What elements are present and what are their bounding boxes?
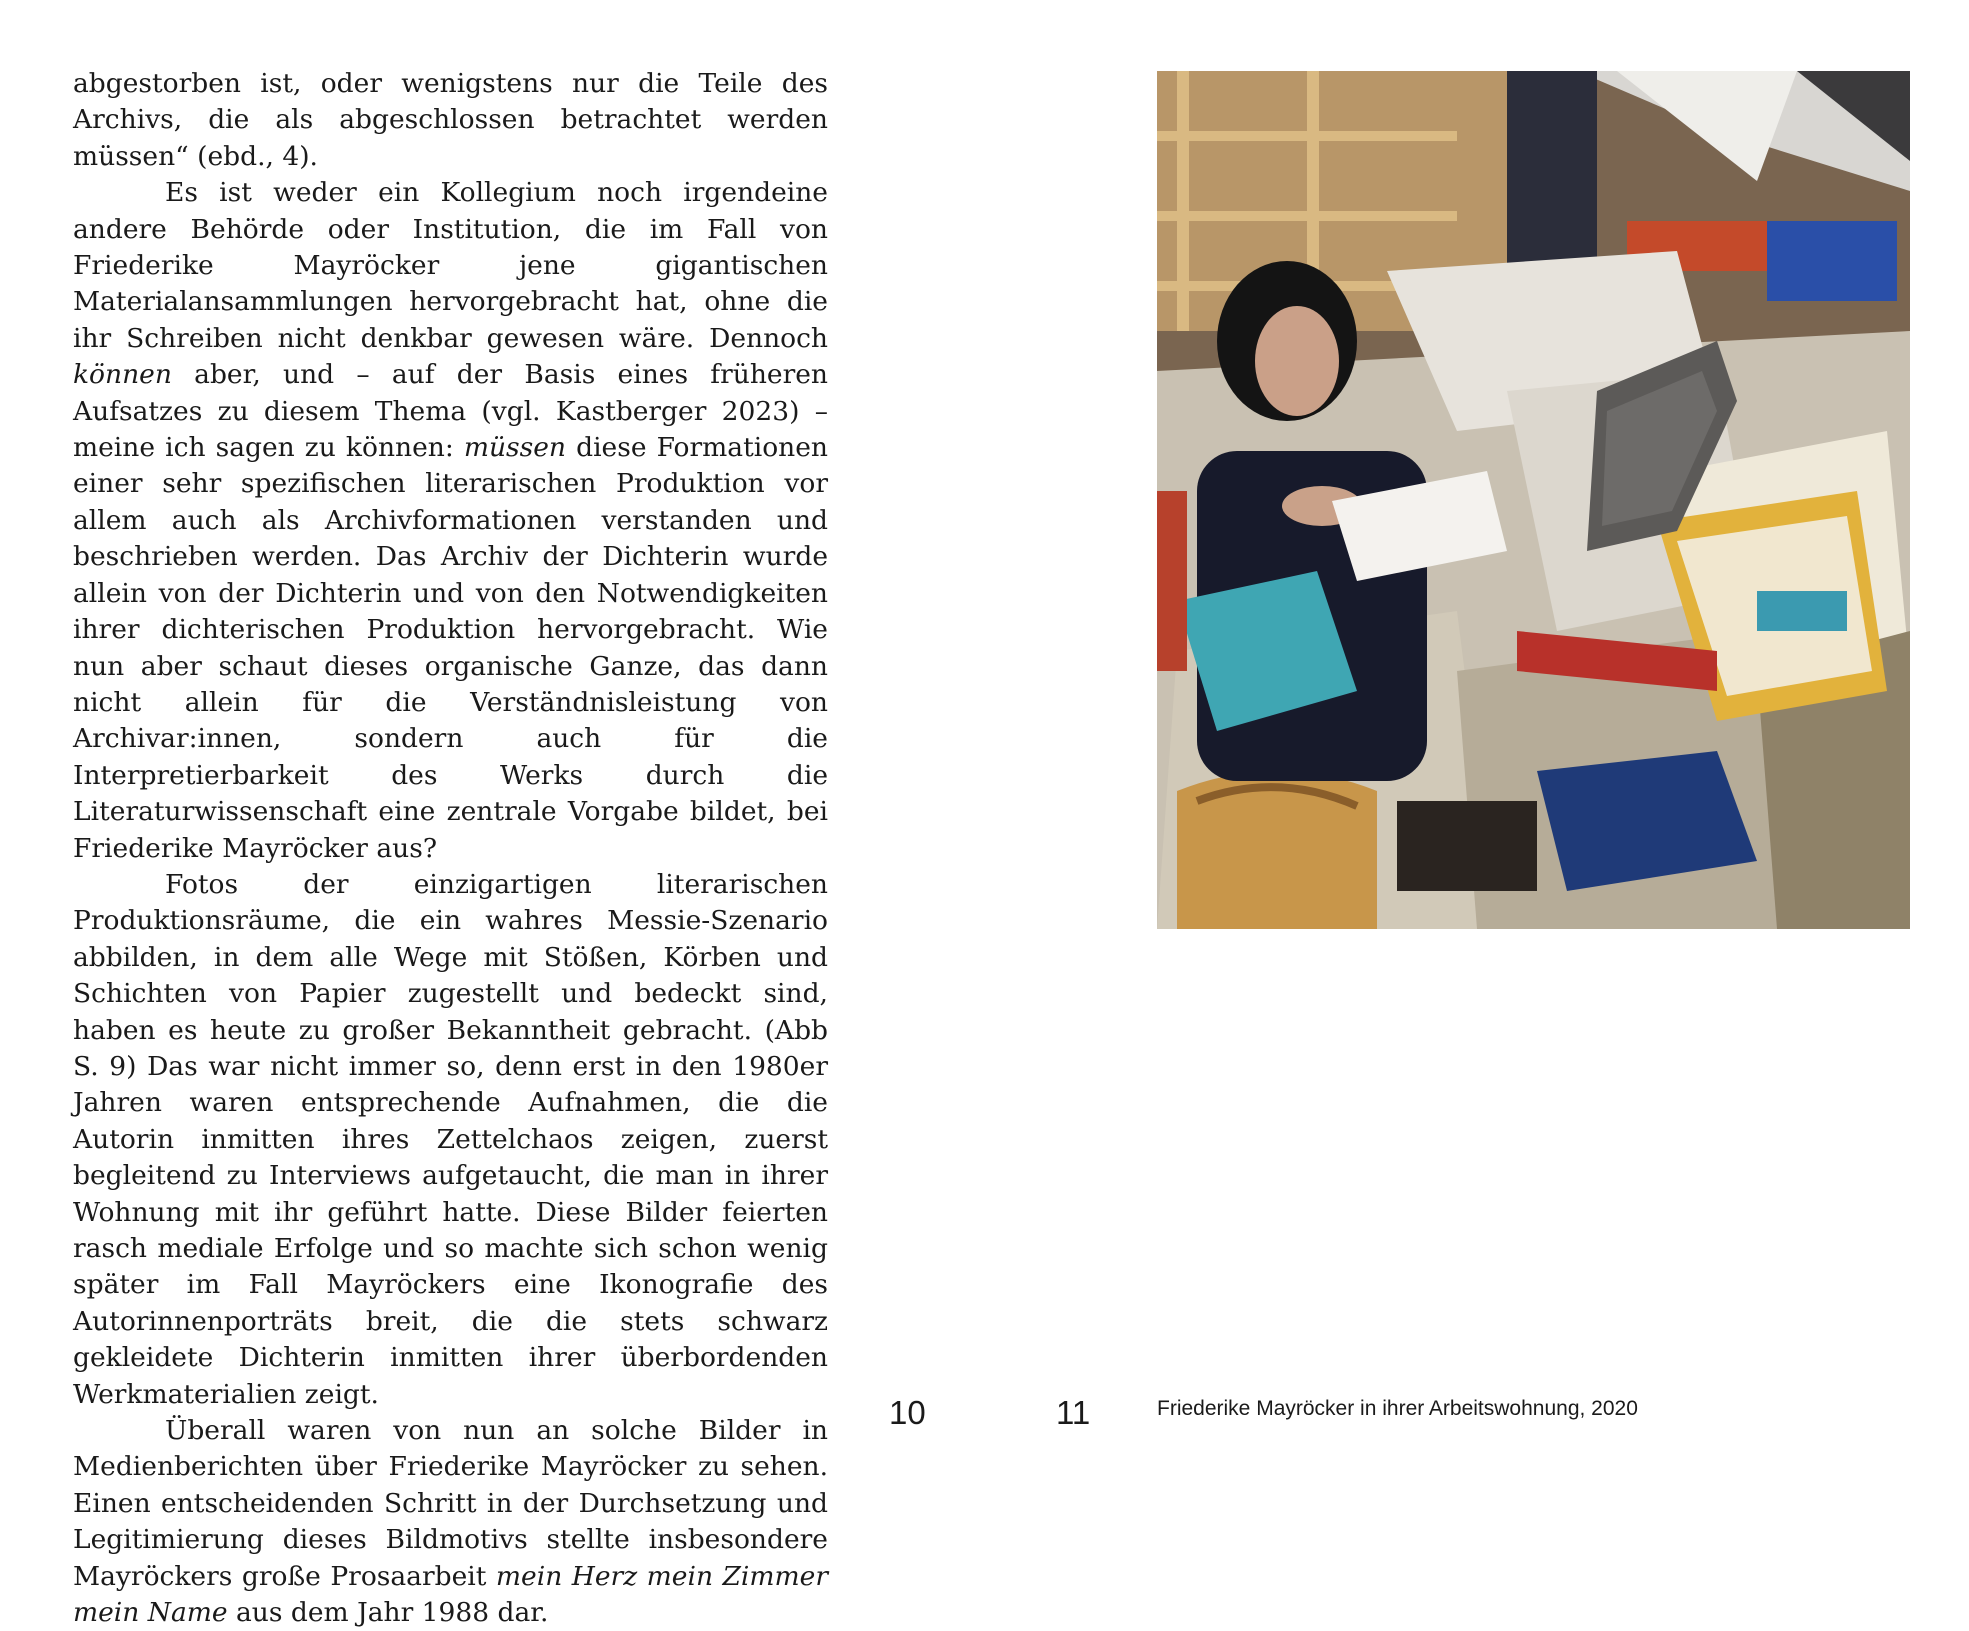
paragraph-text: abgestorben ist, oder wenigstens nur die Teile des Archivs, die als abgeschlossen betrachtet werden müssen“ (ebd., 4).	[73, 68, 828, 172]
paragraph	[73, 175, 828, 867]
page-number-left: 10	[889, 1394, 926, 1431]
paragraph-text: Fotos der einzigartigen literarischen Produktionsräume, die ein wahres Messie-Szenario abbilden, in dem alle Wege mit Stößen, Körben und Schichten von Papier zugestellt und bedeckt sind, haben es heute zu großer Bekanntheit gebracht. (Abb S. 9) Das war nicht immer so, denn erst in den 1980er Jahren waren entsprechende Aufnahmen, die die Autorin inmitten ihres Zettelchaos zeigen, zuerst begleitend zu Interviews aufgetaucht, die man in ihrer Wohnung mit ihr geführt hatte. Diese Bilder feierten rasch mediale Erfolge und so machte sich schon wenig später im Fall Mayröckers eine Ikonografie des Autorinnenporträts breit, die die stets schwarz gekleidete Dichterin inmitten ihrer überbordenden Werkmaterialien zeigt.	[73, 868, 828, 1410]
italic-text: können	[73, 359, 172, 391]
italic-text: müssen	[463, 432, 567, 464]
paragraph-text: aber, und – auf der Basis eines früheren Aufsatzes zu diesem Thema (vgl. Kastberger 2023) – meine ich sagen zu können:	[73, 359, 828, 464]
paragraph	[73, 1413, 828, 1631]
italic-text: mein Herz mein Zimmer mein Name	[73, 1560, 828, 1629]
workroom-photo	[1157, 71, 1910, 929]
paragraph-text: Es ist weder ein Kollegium noch irgendeine andere Behörde oder Institution, die im Fall von Friederike Mayröcker jene gigantischen Materialansammlungen hervorgebracht hat, ohne die ihr Schreiben nicht denkbar gewesen wäre. Dennoch	[73, 177, 828, 354]
photo-caption: Friederike Mayröcker in ihrer Arbeitswohnung, 2020	[1157, 1397, 1638, 1420]
paragraph-text: Überall waren von nun an solche Bilder in Medienberichten über Friederike Mayröcker zu sehen. Einen entscheidenden Schritt in der Durchsetzung und Legitimierung dieses Bildmotivs stellte insbesondere Mayröckers große Prosaarbeit	[73, 1415, 828, 1592]
paragraph	[73, 867, 828, 1413]
body-text	[73, 66, 828, 1631]
paragraph-text: diese Formationen einer sehr spezifischen literarischen Produktion vor allem auch als Archivformationen verstanden und beschrieben werden. Das Archiv der Dichterin wurde allein von der Dichterin und von den Notwendigkeiten ihrer dichterischen Produktion hervorgebracht. Wie nun aber schaut dieses organische Ganze, das dann nicht allein für die Verständnisleistung von Archivar:innen, sondern auch für die Interpretierbarkeit des Werks durch die Literaturwissenschaft eine zentrale Vorgabe bildet, bei Friederike Mayröcker aus?	[73, 432, 828, 864]
paragraph-text: aus dem Jahr 1988 dar.	[227, 1597, 549, 1629]
page-number-right: 11	[1056, 1394, 1091, 1431]
left-page	[0, 0, 984, 1629]
paragraph	[73, 66, 828, 175]
